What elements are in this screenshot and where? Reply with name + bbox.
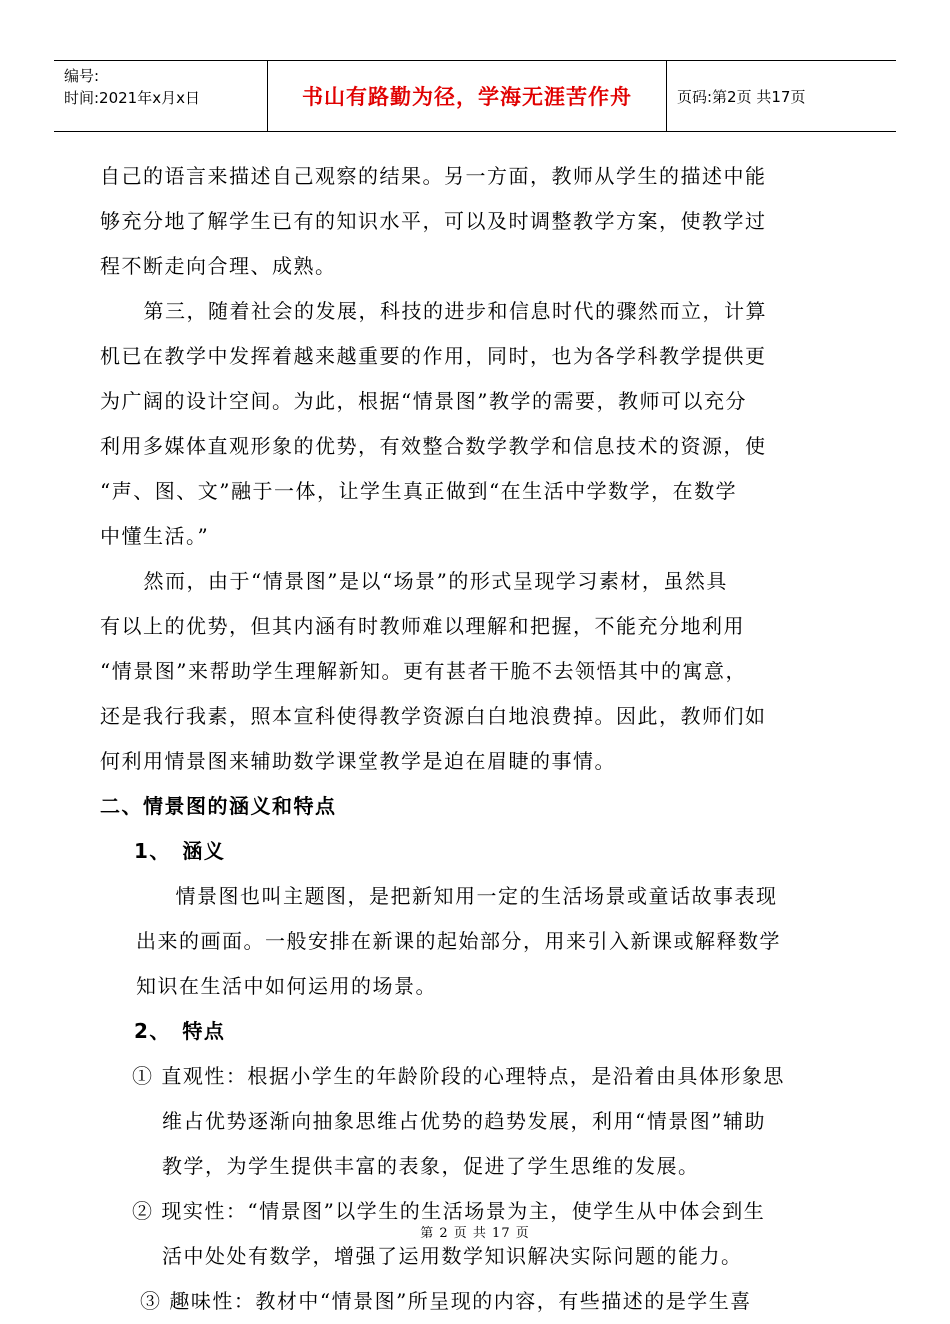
feature-item-interesting: ③ 趣味性：教材中“情景图”所呈现的内容，有些描述的是学生喜 <box>140 1289 752 1313</box>
feature-item-intuitive: 教学，为学生提供丰富的表象，促进了学生思维的发展。 <box>162 1154 700 1178</box>
body-line: 中懂生活。” <box>100 524 210 548</box>
body-line: 自己的语言来描述自己观察的结果。另一方面，教师从学生的描述中能 <box>100 164 767 188</box>
body-line: 够充分地了解学生已有的知识水平，可以及时调整教学方案，使教学过 <box>100 209 767 233</box>
body-line: 机已在教学中发挥着越来越重要的作用，同时，也为各学科教学提供更 <box>100 344 767 368</box>
subsection-heading-features: 2、 特点 <box>134 1019 226 1043</box>
subsection-heading-meaning: 1、 涵义 <box>134 839 226 863</box>
body-line: 程不断走向合理、成熟。 <box>100 254 337 278</box>
definition-line: 出来的画面。一般安排在新课的起始部分，用来引入新课或解释数学 <box>136 929 781 953</box>
body-line: 然而，由于“情景图”是以“场景”的形式呈现学习素材，虽然具 <box>122 569 728 593</box>
section-heading: 二、情景图的涵义和特点 <box>100 794 337 818</box>
page-count-label: 页码:第2页 共17页 <box>677 87 806 106</box>
document-body <box>100 154 860 1324</box>
body-line: 还是我行我素，照本宣科使得教学资源白白地浪费掉。因此，教师们如 <box>100 704 767 728</box>
body-line: 第三，随着社会的发展，科技的进步和信息时代的骤然而立，计算 <box>122 299 767 323</box>
body-line: 利用多媒体直观形象的优势，有效整合数学教学和信息技术的资源，使 <box>100 434 767 458</box>
page-footer: 第 2 页 共 17 页 <box>420 1226 530 1241</box>
feature-item-intuitive: 维占优势逐渐向抽象思维占优势的趋势发展，利用“情景图”辅助 <box>162 1109 766 1133</box>
definition-line: 情景图也叫主题图，是把新知用一定的生活场景或童话故事表现 <box>154 884 778 908</box>
header-motto: 书山有路勤为径，学海无涯苦作舟 <box>267 61 667 131</box>
body-line: 为广阔的设计空间。为此，根据“情景图”教学的需要，教师可以充分 <box>100 389 747 413</box>
feature-item-realistic: 活中处处有数学，增强了运用数学知识解决实际问题的能力。 <box>162 1244 743 1268</box>
time-label: 时间:2021年x月x日 <box>64 89 200 107</box>
feature-item-intuitive: ① 直观性：根据小学生的年龄阶段的心理特点，是沿着由具体形象思 <box>132 1064 785 1088</box>
definition-line: 知识在生活中如何运用的场景。 <box>136 974 437 998</box>
body-line: “情景图”来帮助学生理解新知。更有甚者干脆不去领悟其中的寓意， <box>100 659 747 683</box>
feature-item-realistic: ② 现实性：“情景图”以学生的生活场景为主，使学生从中体会到生 <box>132 1199 766 1223</box>
number-label: 编号: <box>64 67 100 85</box>
page-header <box>54 60 896 132</box>
header-meta <box>54 61 267 131</box>
body-line: “声、图、文”融于一体，让学生真正做到“在生活中学数学，在数学 <box>100 479 738 503</box>
body-line: 有以上的优势，但其内涵有时教师难以理解和把握，不能充分地利用 <box>100 614 745 638</box>
body-line: 何利用情景图来辅助数学课堂教学是迫在眉睫的事情。 <box>100 749 616 773</box>
